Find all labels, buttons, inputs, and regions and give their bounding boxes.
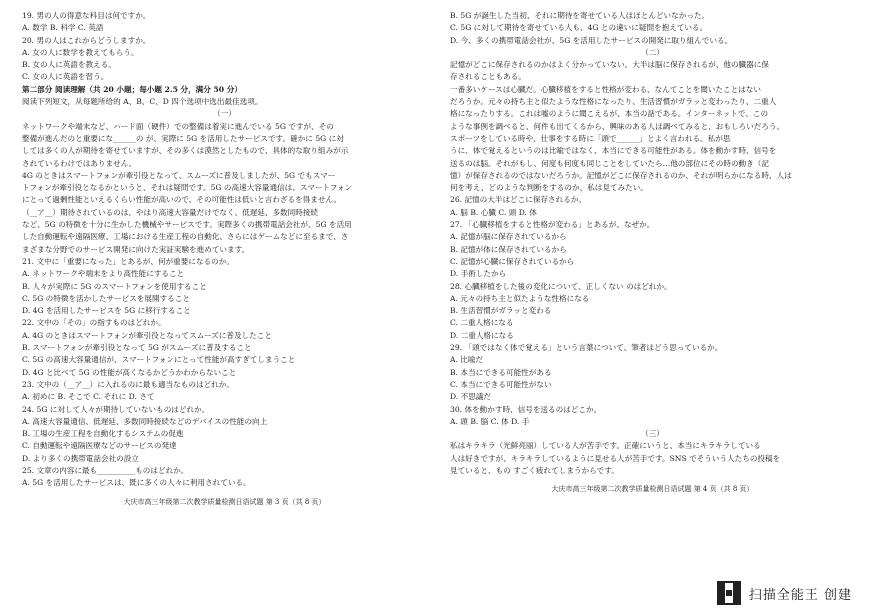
text-line: B. 工場の生産工程を自動化するシステムの促進	[22, 429, 184, 439]
text-line: B. スマートフォンが牽引役となって 5G がスムーズに普及すること	[22, 343, 252, 353]
text-line: A. ネットワークや端末をより高性能にすること	[22, 269, 185, 279]
text-line: 19. 男の人の得意な科目は何ですか。	[22, 11, 151, 20]
text-line: A. 頭 B. 脳 C. 体 D. 手	[450, 416, 530, 426]
text-line: 存されることもある。	[450, 72, 526, 82]
scanner-watermark	[717, 581, 852, 605]
text-line: スポーツをしている時や、仕事をする時に「頭で______」とよく言われる。私が思	[450, 133, 731, 143]
text-line: 4G のときはスマートフォンが牽引役となって、スムーズに普及しましたが、5G でもスマー	[22, 170, 336, 180]
text-line: 人は好きですが、キラキラしているように見せる人が苦手です。SNS でそういう人たちの投稿を	[450, 453, 781, 463]
text-line: 28. 心臓移植をした後の変化について、正しくない のはどれか。	[450, 281, 672, 291]
text-line: （二）	[641, 47, 664, 57]
text-line: 何を考え、どのような判断をするのか、私は見てみたい。	[450, 183, 648, 193]
text-line: 格になったりする。これは嘘のように聞こえるが、本当の話である。インターネットで、この	[450, 109, 769, 119]
text-line: A. 比喩だ	[450, 355, 484, 365]
text-line: C. 女の人に英語を習う。	[22, 72, 109, 82]
text-line: A. 5G を活用したサービスは、既に多くの人々に利用されている。	[22, 478, 251, 488]
text-line: 整備が進んだのと重要にな______の が、実際に 5G を活用したサービスです。確かに 5G に対	[22, 133, 344, 143]
text-line: A. 数学 B. 科学 C. 英語	[22, 23, 104, 33]
text-line: （三）	[641, 429, 664, 439]
text-line: 23. 文中の（__ア__）に入れるのに最も適当なものはどれか。	[22, 379, 234, 389]
text-line: D. 4G と比べて 5G の性能が高くなるかどうかわからないこと	[22, 367, 237, 377]
scanner-label: 扫描全能王 创建	[748, 587, 852, 603]
text-line: 22. 文中の「その」の指すものはどれか。	[22, 318, 166, 328]
text-line: 憶）が保存されるのではないだろうか。記憶がどこに保存されるのか、それが明らかになる時、人は	[450, 170, 792, 180]
text-line: 第二部分 阅读理解（共 20 小题；每小题 2.5 分，满分 50 分）	[22, 84, 242, 94]
text-line: 記憶がどこに保存されるのかはよく分かっていない。大半は脳に保存されるが、他の臓器に保	[450, 60, 769, 70]
text-line: うに、体で覚えるというのは比喩ではなく、本当にできる可能性がある。体を動かす時、信号を	[450, 146, 777, 156]
text-line: （__ア__）期待されているのは、やはり高速大容量だけでなく、低遅延、多数同時接続	[22, 207, 318, 217]
text-line: されているわけではありません。	[22, 158, 137, 168]
text-line: 阅读下列短文，从每题所给的 A、B、C、D 四个选项中选出最佳选项。	[22, 97, 263, 107]
text-line: 27. 「心臓移植をすると性格が変わる」とあるが、なぜか。	[450, 220, 655, 230]
text-line: した自動運転や遠隔医療、工場における生産工程の自動化、さらにはゲームなどに至るまで、さ	[22, 232, 349, 242]
text-line: D. 今、多くの携帯電話会社が、5G を活用したサービスの開発に取り組んでいる。	[450, 35, 733, 45]
text-line: A. 4G のときはスマートフォンが牽引役となってスムーズに普及したこと	[22, 330, 272, 340]
text-line: B. 生活習慣がガラッと変わる	[450, 306, 552, 316]
text-line: 29. 「頭ではなく体で覚える」という言葉について、筆者はどう思っているか。	[450, 343, 723, 353]
text-line: B. 5G が誕生した当初、それに期待を寄せている人はほとんどいなかった。	[450, 11, 710, 20]
text-line: 送るのは脳。それがもし、何度も何度も同じことをしていたら…他の部位にその時の動き（記	[450, 158, 769, 168]
text-line: （一）	[213, 109, 236, 119]
text-line: A. 初めに B. そこで C. それに D. さて	[22, 392, 155, 402]
text-line: B. 本当にできる可能性がある	[450, 367, 552, 377]
text-line: 26. 記憶の大半はどこに保存されるか。	[450, 195, 586, 205]
text-line: しては多くの人が期待を寄せていますが、その多くは漠然としたもので、具体的な取り組みが示	[22, 146, 349, 156]
text-line: A. 高速大容量通信、低遅延、多数同時接続などのデバイスの性能の向上	[22, 416, 268, 426]
text-line: にとって過剰性能といえるくらい性能が高いので、その可能性は低いと言わざるを得ません。	[22, 195, 342, 205]
text-line: 見ていると、もの すごく疲れてしまうからです。	[450, 465, 619, 475]
text-line: トフォンが牽引役となるかというと、それは疑問です。5G の高速大容量通信は、スマートフォン	[22, 183, 353, 193]
text-line: D. より多くの携帯電話会社の設立	[22, 453, 139, 463]
text-line: B. 記憶が体に保存されているから	[450, 244, 567, 254]
text-line: C. 本当にできる可能性がない	[450, 379, 552, 389]
text-line: A. 女の人に数学を教えてもらう。	[22, 47, 139, 57]
text-line: C. 5G に対して期待を寄せている人も、4G との違いに疑問を抱えている。	[450, 23, 708, 33]
text-line: C. 自動運転や遠隔医療などのサービスの発達	[22, 441, 177, 451]
text-line: A. 元々の持ち主と似たような性格になる	[450, 293, 590, 303]
text-line: C. 5G の高速大容量通信が、スマートフォンにとって性能が高すぎてしまうこと	[22, 355, 296, 365]
text-line: D. 4G を活用したサービスを 5G に移行すること	[22, 306, 191, 316]
right-page-column	[450, 10, 855, 496]
text-line: A. 脳 B. 心臓 C. 頭 D. 体	[450, 207, 537, 217]
text-line: 一番多いケースは心臓だ。心臓移植をすると性格が変わる、なんてことを聞いたことはない	[450, 84, 761, 94]
text-line: だろうか。元々の持ち主と似たような性格になったり、生活習慣がガラッと変わったり、二重人	[450, 97, 777, 107]
text-line: など、5G の特徴を十分に生かした機械やサービスです。実際多くの携帯電話会社が、5G を活用	[22, 220, 352, 230]
text-line: B. 女の人に英語を教える。	[22, 60, 116, 70]
text-line: まざまな分野でのサービス開発に向けた実証実験を進めています。	[22, 244, 250, 254]
qr-code-icon	[717, 581, 741, 605]
text-line: C. 記憶が心臓に保存されているから	[450, 256, 575, 266]
text-line: 私はキラキラ（光鲜亮丽）している人が苦手です。正確にいうと、本当にキラキラしている	[450, 441, 761, 451]
text-line: 25. 文章の内容に最も__________ものはどれか。	[22, 465, 189, 475]
text-line: B. 人々が実際に 5G のスマートフォンを使用すること	[22, 281, 207, 291]
text-line: ネットワークや端末など、ハード面（硬件）での整備は着実に進んでいる 5G ですが、その	[22, 121, 334, 131]
text-line: 30. 体を動かす時、信号を送るのはどこか。	[450, 404, 602, 414]
page-footer: 大庆市高三年级第二次教学质量检测日语试题 第 4 页（共 8 页）	[551, 485, 754, 494]
left-page-column	[22, 10, 427, 508]
text-line: D. 不思議だ	[450, 392, 492, 402]
text-line: A. 記憶が脳に保存されているから	[450, 232, 567, 242]
text-line: D. 手術したから	[450, 269, 507, 279]
text-line: 21. 文中に「重要になった」とあるが、何が重要になるのか。	[22, 256, 234, 266]
text-line: 24. 5G に対して人々が期待していないものはどれか。	[22, 404, 210, 414]
text-line: C. 5G の特徴を活かしたサービスを展開すること	[22, 293, 190, 303]
text-line: ような事例を調べると、何件も出てくるから、興味のある人は調べてみると、おもしろいだろう。	[450, 121, 785, 131]
text-line: D. 二重人格になる	[450, 330, 514, 340]
page-footer: 大庆市高三年级第二次教学质量检测日语试题 第 3 页（共 8 页）	[123, 497, 326, 506]
text-line: C. 二重人格になる	[450, 318, 514, 328]
text-line: 20. 男の人はこれからどうしますか。	[22, 35, 151, 45]
